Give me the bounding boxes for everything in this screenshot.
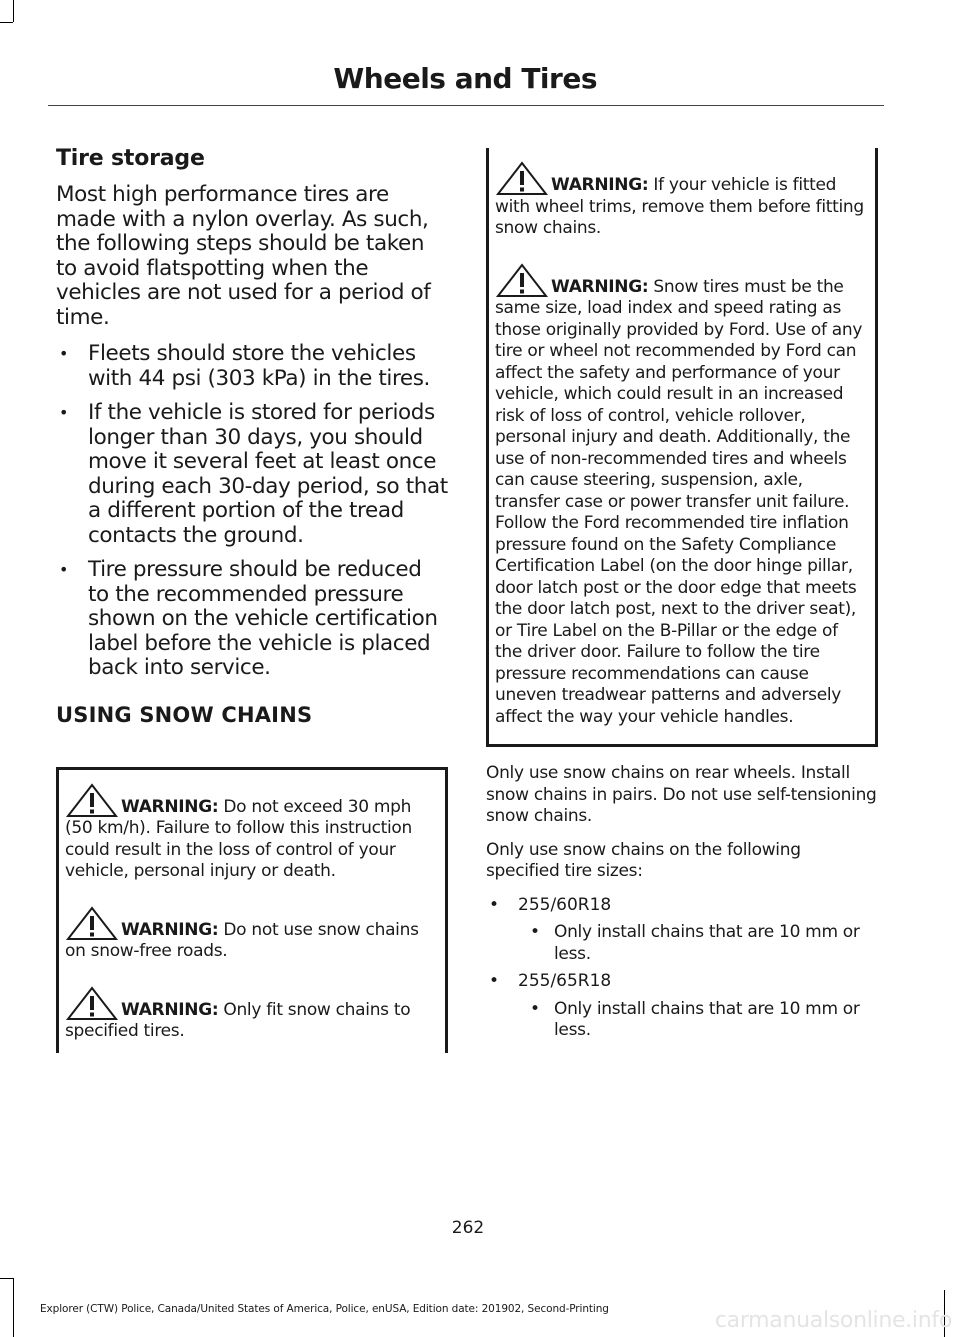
storage-bullet-list	[56, 342, 448, 681]
tire-size: 255/65R18	[518, 971, 612, 991]
warning-text: If your vehicle is fitted with wheel trims, remove them before fitting snow chains.	[495, 175, 864, 238]
intro-paragraph: Most high performance tires are made with a nylon overlay. As such, the following steps should be taken to avoid flatspotting when the vehicles are not used for a period of time.	[56, 182, 431, 330]
warning-item	[65, 782, 439, 883]
warning-item	[65, 905, 439, 963]
crop-mark	[13, 0, 14, 22]
sub-list	[518, 922, 878, 965]
warning-box	[56, 767, 448, 1053]
left-column	[56, 146, 448, 1053]
warning-label: WARNING:	[551, 276, 649, 297]
section-heading-snow-chains: USING SNOW CHAINS	[56, 702, 313, 727]
warning-label: WARNING:	[121, 796, 219, 817]
list-item: • Fleets should store the vehicles with 44 psi (303 kPa) in the tires.	[56, 342, 448, 391]
list-item: • Only install chains that are 10 mm or less.	[518, 922, 878, 965]
right-column	[486, 148, 878, 1048]
warning-box	[486, 148, 878, 747]
warning-text: Do not exceed 30 mph (50 km/h). Failure to follow this instruction could result in the loss of control of your vehicle, personal injury or death.	[65, 796, 412, 881]
footer-edition-info: Explorer (CTW) Police, Canada/United States of America, Police, enUSA, Edition date: 201902, Second-Printing	[40, 1303, 609, 1315]
warning-item	[495, 262, 869, 729]
warning-triangle-icon	[495, 160, 549, 196]
crop-mark	[13, 1278, 14, 1337]
warning-triangle-icon	[65, 985, 119, 1021]
warning-label: WARNING:	[121, 999, 219, 1020]
list-item	[486, 895, 878, 966]
crop-mark	[0, 1278, 13, 1279]
warning-triangle-icon	[65, 905, 119, 941]
warning-label: WARNING:	[121, 919, 219, 940]
list-item: • If the vehicle is stored for periods longer than 30 days, you should move it several feet at least once during each 30-day period, so that a different portion of the tread contacts the ground.	[56, 401, 448, 548]
list-item: • Tire pressure should be reduced to the recommended pressure shown on the vehicle certification label before the vehicle is placed back into service.	[56, 558, 448, 681]
crop-mark	[0, 22, 13, 23]
warning-item	[495, 160, 869, 240]
list-item: • Only install chains that are 10 mm or less.	[518, 999, 878, 1042]
tire-size-list	[486, 895, 878, 1042]
page-number: 262	[451, 1218, 485, 1238]
page-title: Wheels and Tires	[333, 62, 597, 95]
warning-text: Only fit snow chains to specified tires.	[65, 999, 411, 1041]
warning-text: Snow tires must be the same size, load index and speed rating as those originally provided by Ford. Use of any tire or wheel not recommended by Ford can affect the safety and performance of your vehicle, which could result in an increased risk of loss of control, vehicle rollover, personal injury and death. Additionally, the use of non-recommended tires and wheels can cause steering, suspension, axle, transfer case or power transfer unit failure. Follow the Ford recommended tire inflation pressure found on the Safety Compliance Certification Label (on the door hinge pillar, door latch post or the door edge that meets the door latch post, next to the driver seat), or Tire Label on the B-Pillar or the edge of the driver door. Failure to follow the tire pressure recommendations can cause uneven treadwear patterns and adversely affect the way your vehicle handles.	[495, 276, 863, 727]
header-divider	[48, 105, 884, 106]
watermark: carmanualsonline.info	[714, 1308, 952, 1333]
warning-label: WARNING:	[551, 175, 649, 195]
tire-size: 255/60R18	[518, 894, 612, 915]
paragraph: Only use snow chains on rear wheels. Install snow chains in pairs. Do not use self-tensioning snow chains.	[486, 763, 877, 826]
warning-triangle-icon	[495, 262, 549, 298]
warning-text: Do not use snow chains on snow-free roads.	[65, 919, 419, 961]
warning-triangle-icon	[65, 782, 119, 818]
warning-item	[65, 985, 439, 1043]
list-item	[486, 971, 878, 1042]
section-heading-tire-storage: Tire storage	[56, 146, 205, 171]
sub-list	[518, 999, 878, 1042]
paragraph: Only use snow chains on the following specified tire sizes:	[486, 839, 801, 881]
